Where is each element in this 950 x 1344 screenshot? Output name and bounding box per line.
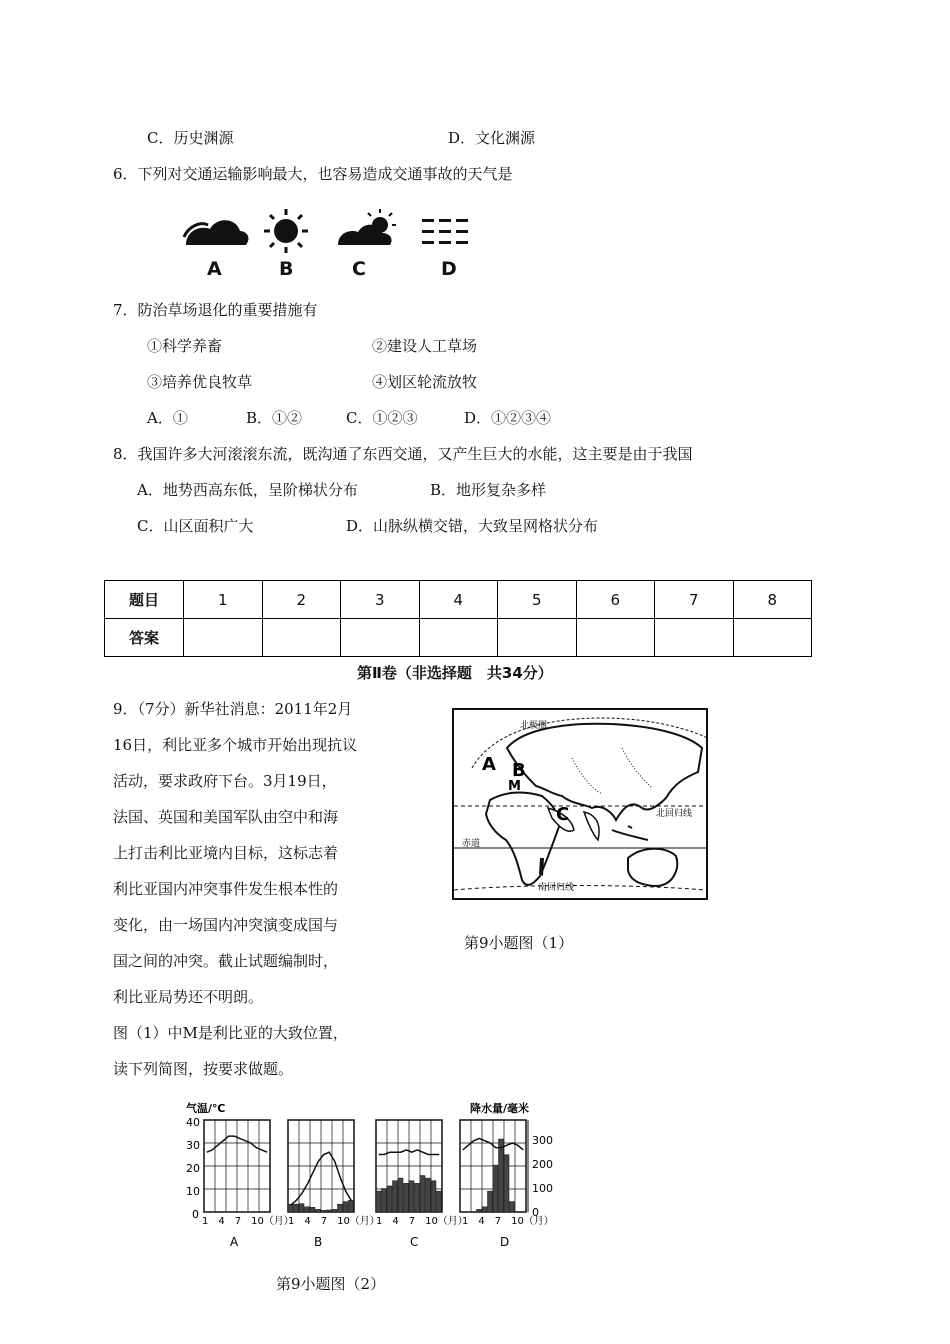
precip-bar: [404, 1183, 409, 1212]
table-header-answer: 答案: [105, 619, 184, 657]
q8-option-a: A．地势西高东低，呈阶梯状分布: [137, 481, 358, 499]
precip-bar: [305, 1207, 310, 1212]
partly-cloudy-icon: [338, 209, 396, 245]
precip-tick: 0: [532, 1206, 539, 1219]
precip-bar: [398, 1178, 403, 1212]
q9-line: 法国、英国和美国军队由空中和海: [113, 808, 339, 826]
q9-line: 上打击利比亚境内目标，这标志着: [113, 844, 339, 862]
q8-stem: 8．我国许多大河滚滚东流，既沟通了东西交通，又产生巨大的水能，这主要是由于我国: [113, 445, 693, 463]
month-ticks: 1 4 7 10（月）: [376, 1216, 468, 1227]
table-cell-number: 7: [655, 581, 734, 619]
precip-bar: [299, 1204, 304, 1212]
precip-tick: 300: [532, 1134, 553, 1147]
q7-option-b: B．①②: [246, 409, 303, 427]
q6-label-b: B: [279, 258, 294, 280]
panel-letter-c: C: [410, 1235, 419, 1249]
temp-axis-title: 气温/℃: [186, 1102, 226, 1115]
q6-label-a: A: [207, 258, 222, 280]
temp-tick: 20: [186, 1162, 200, 1175]
precip-bar: [343, 1202, 348, 1212]
world-map-figure: [452, 708, 708, 900]
q7-option-d: D．①②③④: [464, 409, 552, 427]
temp-tick: 0: [192, 1208, 199, 1221]
q5-option-c: C．历史渊源: [147, 129, 234, 147]
precip-bar: [437, 1191, 442, 1212]
q7-item-1: ①科学养畜: [147, 337, 223, 355]
precip-bar: [493, 1165, 498, 1212]
q6-label-d: D: [441, 258, 457, 280]
map-label-tropic-s: 南回归线: [538, 883, 575, 893]
table-cell-number: 8: [733, 581, 812, 619]
precip-bar: [420, 1176, 425, 1212]
q8-option-b: B．地形复杂多样: [430, 481, 547, 499]
q9-line: 16日，利比亚多个城市开始出现抗议: [113, 736, 358, 754]
q6-label-c: C: [352, 258, 366, 280]
map-label-tropic-n: 北回归线: [656, 809, 693, 819]
precip-bar: [327, 1210, 332, 1212]
section2-title: 第Ⅱ卷（非选择题 共34分）: [357, 664, 553, 682]
precip-bar: [499, 1139, 504, 1212]
precip-bar: [488, 1191, 493, 1212]
table-cell-number: 6: [576, 581, 655, 619]
temp-tick: 10: [186, 1185, 200, 1198]
q7-item-2: ②建设人工草场: [372, 337, 478, 355]
table-cell-number: 3: [341, 581, 420, 619]
map-label-a: A: [482, 754, 496, 775]
q7-item-3: ③培养优良牧草: [147, 373, 253, 391]
q9-line: 图（1）中M是利比亚的大致位置，: [113, 1024, 348, 1042]
table-header-question: 题目: [105, 581, 184, 619]
month-ticks: 1 4 7 10（月）: [462, 1216, 554, 1227]
answer-cell[interactable]: [341, 619, 420, 657]
precip-bar: [310, 1207, 315, 1212]
precip-bar: [382, 1189, 387, 1212]
precip-bar: [338, 1204, 343, 1212]
table-cell-number: 2: [262, 581, 341, 619]
q8-option-d: D．山脉纵横交错，大致呈网格状分布: [346, 517, 599, 535]
q6-stem: 6．下列对交通运输影响最大，也容易造成交通事故的天气是: [113, 165, 513, 183]
precip-bar: [415, 1183, 420, 1212]
panel-letter-d: D: [500, 1235, 510, 1249]
precip-bar: [510, 1202, 515, 1212]
month-ticks: 1 4 7 10（月）: [202, 1216, 294, 1227]
precip-bar: [376, 1191, 381, 1212]
temp-tick: 30: [186, 1139, 200, 1152]
answer-cell[interactable]: [498, 619, 577, 657]
precip-bar: [316, 1209, 321, 1212]
precip-bar: [477, 1209, 482, 1212]
precip-bar: [504, 1155, 509, 1212]
table-cell-number: 1: [184, 581, 263, 619]
precip-bar: [294, 1204, 299, 1212]
map-label-c: C: [556, 804, 570, 825]
precip-tick: 100: [532, 1182, 553, 1195]
precip-bar: [349, 1200, 354, 1212]
answer-cell[interactable]: [419, 619, 498, 657]
q7-option-a: A．①: [147, 409, 188, 427]
q7-stem: 7．防治草场退化的重要措施有: [113, 301, 318, 319]
precip-tick: 200: [532, 1158, 553, 1171]
q7-option-c: C．①②③: [346, 409, 418, 427]
map-caption: 第9小题图（1）: [464, 934, 574, 952]
climate-caption: 第9小题图（2）: [276, 1275, 386, 1293]
q9-line: 读下列简图，按要求做题。: [113, 1060, 294, 1078]
climate-charts-figure: [180, 1096, 560, 1256]
q6-weather-icons: [180, 205, 480, 285]
answer-table: [104, 580, 812, 657]
month-ticks: 1 4 7 10（月）: [288, 1216, 380, 1227]
q9-line: 变化，由一场国内冲突演变成国与: [113, 916, 339, 934]
precip-bar: [426, 1178, 431, 1212]
precip-bar: [288, 1204, 293, 1212]
map-label-b: B: [512, 760, 526, 781]
table-cell-number: 4: [419, 581, 498, 619]
cloudy-icon: [184, 220, 248, 245]
q9-line: 利比亚国内冲突事件发生根本性的: [113, 880, 339, 898]
map-label-m: M: [508, 779, 521, 794]
answer-table-number-row: [105, 581, 812, 619]
precip-bar: [332, 1209, 337, 1212]
sunny-icon: [264, 209, 308, 253]
table-cell-number: 5: [498, 581, 577, 619]
answer-cell[interactable]: [576, 619, 655, 657]
precip-bar: [393, 1181, 398, 1212]
precip-bar: [387, 1186, 392, 1212]
map-label-arctic: 北极圈: [520, 721, 548, 731]
answer-cell[interactable]: [262, 619, 341, 657]
fog-icon: [422, 219, 468, 244]
q9-line: 国之间的冲突。截止试题编制时，: [113, 952, 339, 970]
map-label-equator: 赤道: [462, 839, 481, 849]
precip-bar: [482, 1207, 487, 1212]
answer-table-answer-row: [105, 619, 812, 657]
q9-line: 9．（7分）新华社消息：2011年2月: [113, 700, 353, 718]
precip-bar: [431, 1181, 436, 1212]
q9-line: 利比亚局势还不明朗。: [113, 988, 264, 1006]
q5-option-d: D．文化渊源: [448, 129, 536, 147]
answer-cell[interactable]: [184, 619, 263, 657]
precip-bar: [409, 1181, 414, 1212]
q9-line: 活动，要求政府下台。3月19日，: [113, 772, 337, 790]
answer-cell[interactable]: [733, 619, 812, 657]
panel-letter-b: B: [314, 1235, 323, 1249]
precip-axis-title: 降水量/毫米: [470, 1102, 530, 1115]
precip-bar: [321, 1210, 326, 1212]
q8-option-c: C．山区面积广大: [137, 517, 254, 535]
q7-item-4: ④划区轮流放牧: [372, 373, 478, 391]
temp-tick: 40: [186, 1116, 200, 1129]
panel-letter-a: A: [230, 1235, 239, 1249]
answer-cell[interactable]: [655, 619, 734, 657]
